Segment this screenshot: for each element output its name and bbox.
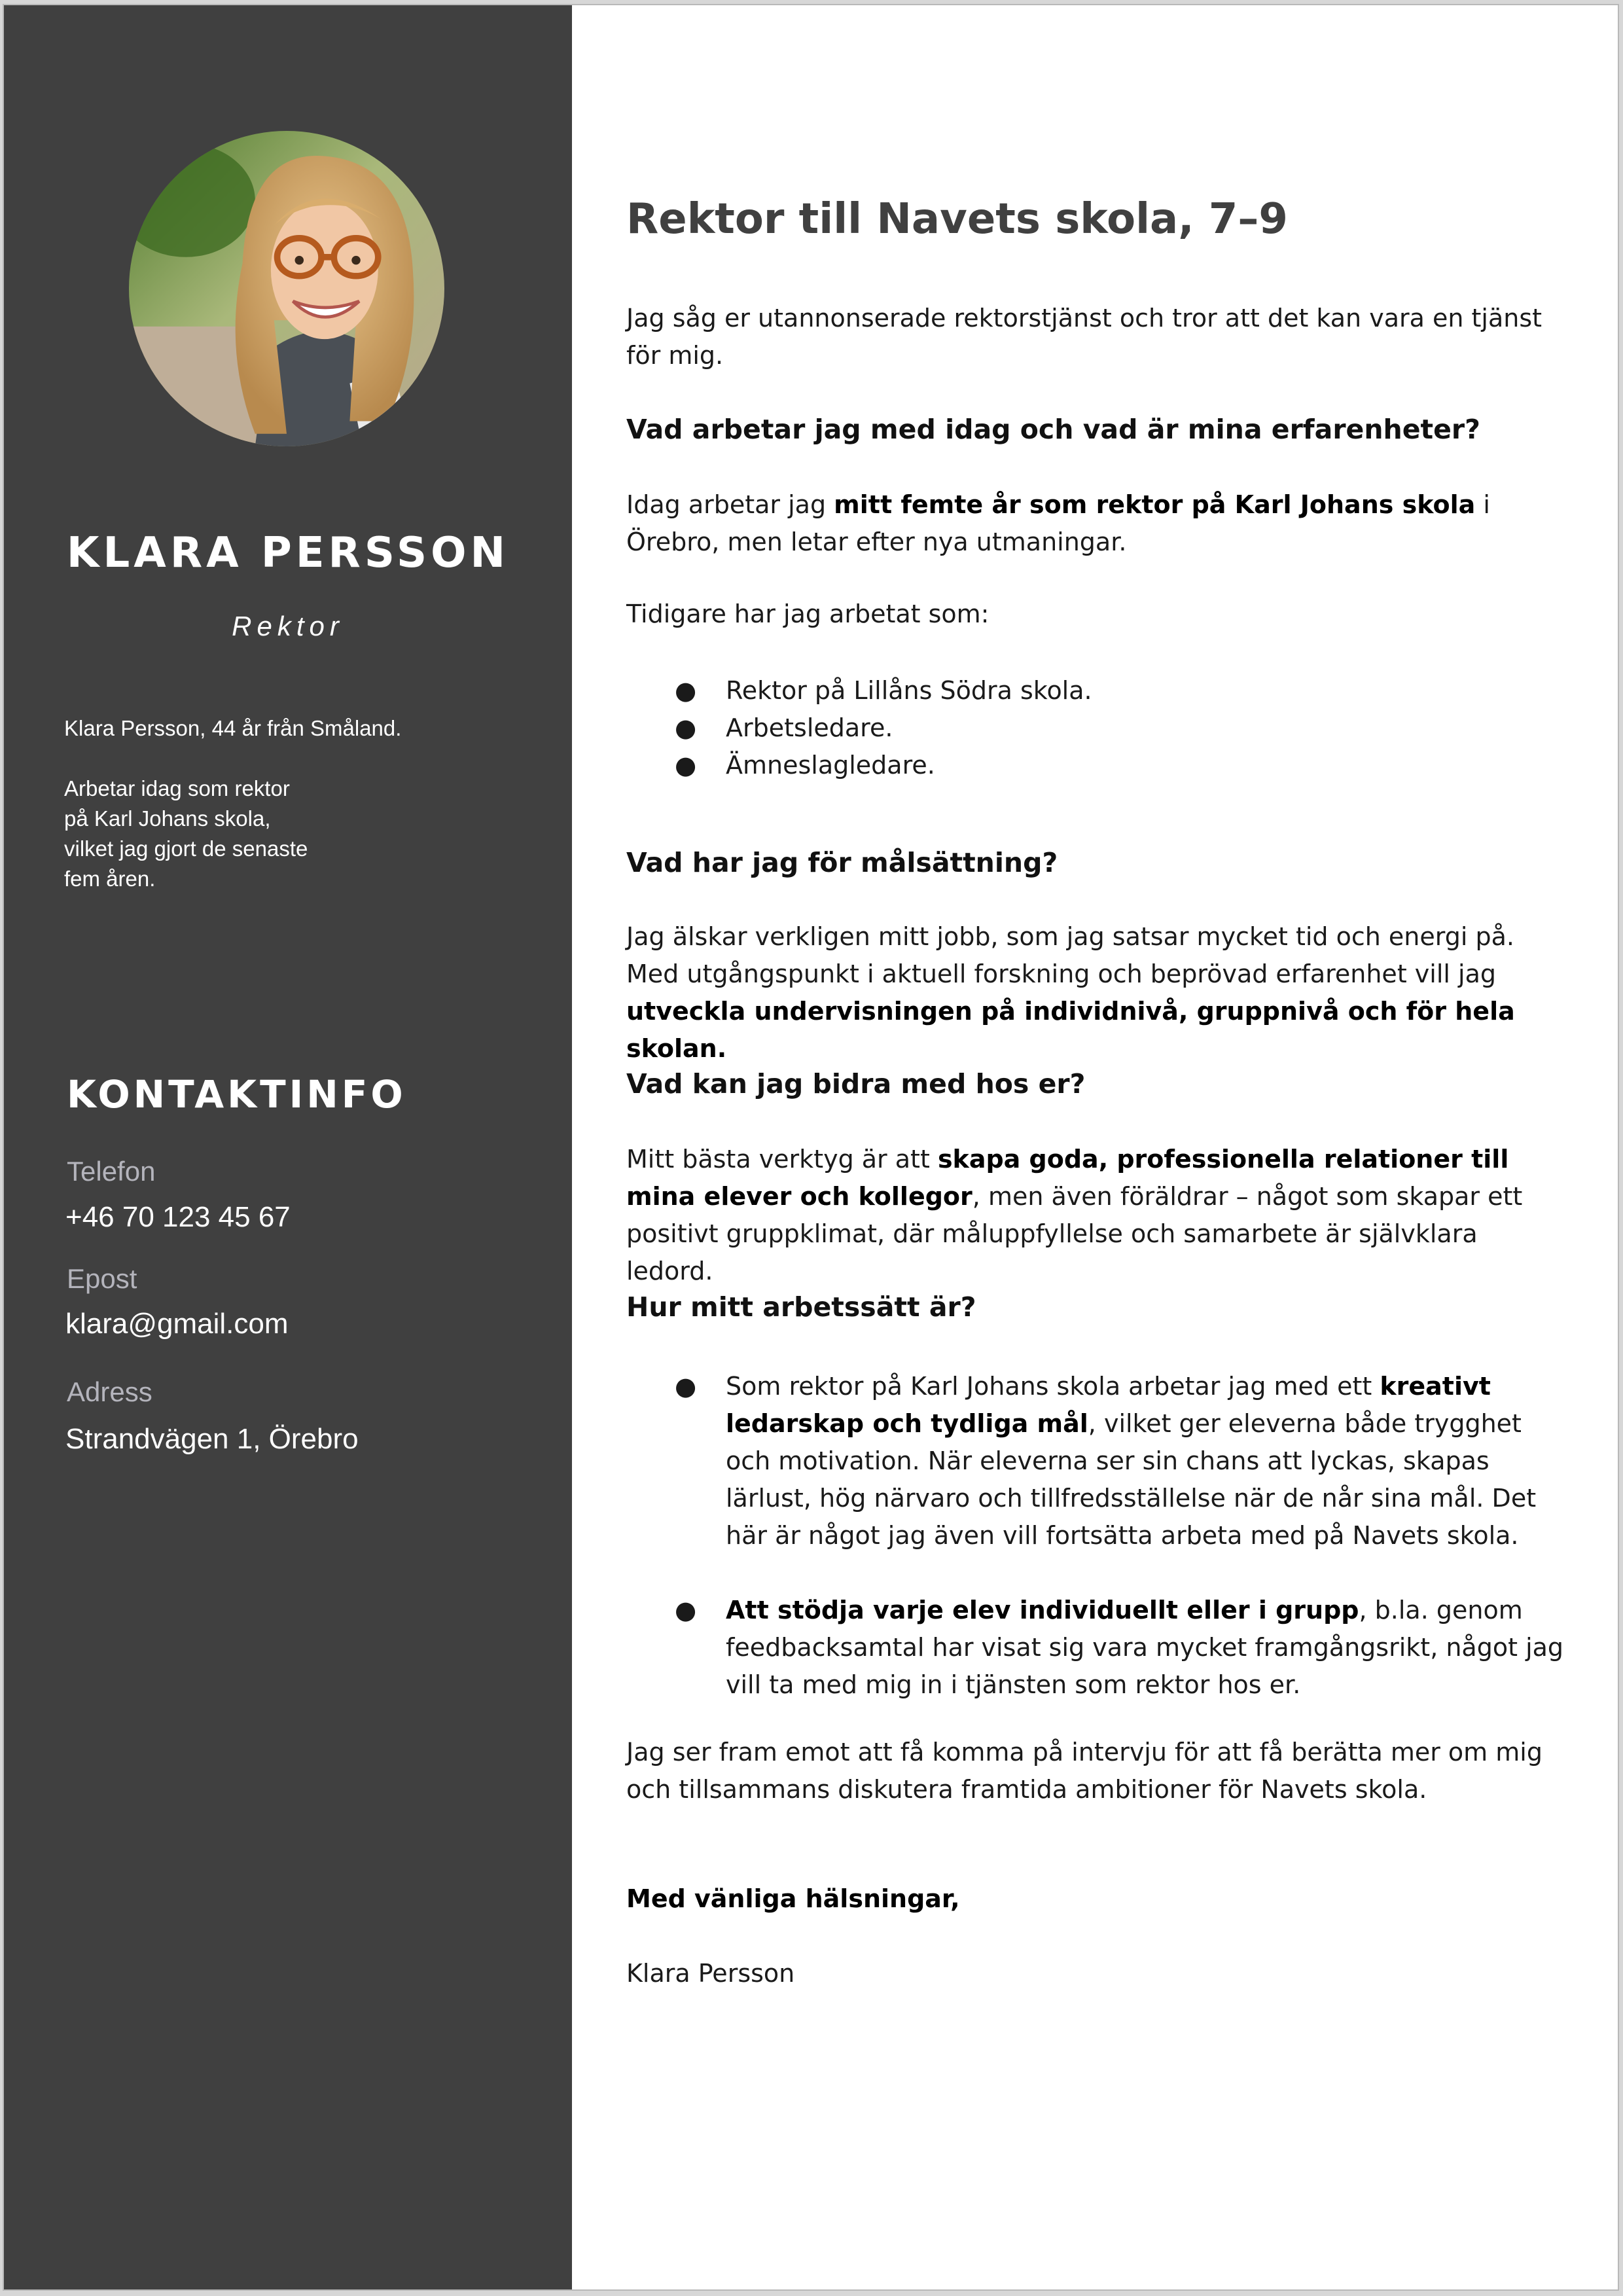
list-item-text: Ämneslagledare.: [726, 751, 935, 780]
paragraph-previous: Tidigare har jag arbetat som:: [626, 600, 990, 628]
p3-pre: Jag älskar verkligen mitt jobb, som jag satsar mycket tid och energi på. Med utgångspunkt i aktuell forskning och beprövad erfarenhet vill jag: [626, 922, 1514, 988]
p4-pre: Mitt bästa verktyg är att: [626, 1145, 938, 1174]
sidebar: [4, 5, 572, 2289]
intro-text: [64, 713, 522, 894]
portrait-image: [129, 131, 444, 446]
intro-line-2: Arbetar idag som rektor på Karl Johans skola, vilket jag gjort de senaste fem åren.: [64, 776, 308, 891]
paragraph-goals: [626, 918, 1569, 1067]
letter-title: Rektor till Navets skola, 7–9: [626, 195, 1288, 243]
intro-line-1: Klara Persson, 44 år från Småland.: [64, 716, 402, 740]
paragraph-current-role: [626, 486, 1569, 561]
b2-bold: Att stödja varje elev individuellt eller i grupp: [726, 1596, 1359, 1624]
paragraph-closing: Jag ser fram emot att få komma på intervju för att få berätta mer om mig och tillsammans diskutera framtida ambitioner för Navets skola.: [626, 1738, 1543, 1804]
email-label: Epost: [67, 1263, 137, 1294]
heading-goals: Vad har jag för målsättning?: [626, 847, 1058, 878]
paragraph-contribute: [626, 1141, 1569, 1290]
list-item: ● Som rektor på Karl Johans skola arbetar jag med ett kreativt ledarskap och tydliga mål, vilket ger eleverna både trygghet och motivation. När eleverna ser sin chans att lyckas, skapas lärlust, hög närvaro och tillfredsställelse när de når sina mål. Det här är något jag även vill fortsätta arbeta med på Navets skola.: [675, 1372, 1537, 1550]
list-item-text: Arbetsledare.: [726, 713, 893, 742]
p1-pre: Idag arbetar jag: [626, 490, 834, 519]
p3-bold: utveckla undervisningen på individnivå, gruppnivå och för hela skolan.: [626, 997, 1515, 1063]
list-item: ● Arbetsledare.: [675, 713, 893, 742]
phone-value: +46 70 123 45 67: [65, 1201, 291, 1233]
address-label: Adress: [67, 1376, 152, 1407]
contact-heading: KONTAKTINFO: [67, 1072, 406, 1117]
phone-label: Telefon: [67, 1156, 156, 1187]
b1-pre: Som rektor på Karl Johans skola arbetar jag med ett: [726, 1372, 1380, 1401]
heading-experience: Vad arbetar jag med idag och vad är mina erfarenheter?: [626, 414, 1480, 445]
heading-contribute: Vad kan jag bidra med hos er?: [626, 1068, 1086, 1100]
heading-work-method: Hur mitt arbetssätt är?: [626, 1291, 976, 1323]
list-item: ● Ämneslagledare.: [675, 751, 935, 780]
b1-bold: kreativt ledarskap och tydliga mål: [726, 1372, 1491, 1438]
document-page: [3, 4, 1619, 2291]
candidate-role: Rektor: [232, 611, 344, 641]
profile-photo: [129, 131, 444, 446]
p1-bold: mitt femte år som rektor på Karl Johans skola: [834, 490, 1476, 519]
address-value: Strandvägen 1, Örebro: [65, 1423, 359, 1455]
list-item: ● Att stödja varje elev individuellt eller i grupp, b.la. genom feedbacksamtal har visat sig vara mycket framgångsrikt, något jag vill ta med mig in i tjänsten som rektor hos er.: [675, 1596, 1564, 1699]
p4-bold: skapa goda, professionella relationer till mina elever och kollegor: [626, 1145, 1509, 1211]
candidate-name: KLARA PERSSON: [66, 529, 510, 577]
b1-post: , vilket ger eleverna både trygghet och motivation. När eleverna ser sin chans att lyckas, skapas lärlust, hög närvaro och tillfredsställelse när de når sina mål. Det här är något jag även vill fortsätta arbeta med på Navets skola.: [726, 1409, 1537, 1550]
p1-post: i Örebro, men letar efter nya utmaningar.: [626, 490, 1490, 556]
b2-post: , b.la. genom feedbacksamtal har visat sig vara mycket framgångsrikt, något jag vill ta med mig in i tjänsten som rektor hos er.: [726, 1596, 1564, 1699]
email-value: klara@gmail.com: [65, 1308, 289, 1340]
intro-paragraph: Jag såg er utannonserade rektorstjänst och tror att det kan vara en tjänst för mig.: [626, 304, 1543, 370]
list-item-text: Rektor på Lillåns Södra skola.: [726, 676, 1092, 705]
work-method-list: [626, 1368, 1569, 1741]
closing-greeting: Med vänliga hälsningar,: [626, 1884, 960, 1913]
p4-post: , men även föräldrar – något som skapar ett positivt gruppklimat, där måluppfyllelse och samarbete är självklara ledord.: [626, 1182, 1523, 1285]
list-item: ● Rektor på Lillåns Södra skola.: [675, 676, 1092, 705]
previous-roles-list: [626, 672, 1569, 784]
signature: Klara Persson: [626, 1959, 795, 1988]
